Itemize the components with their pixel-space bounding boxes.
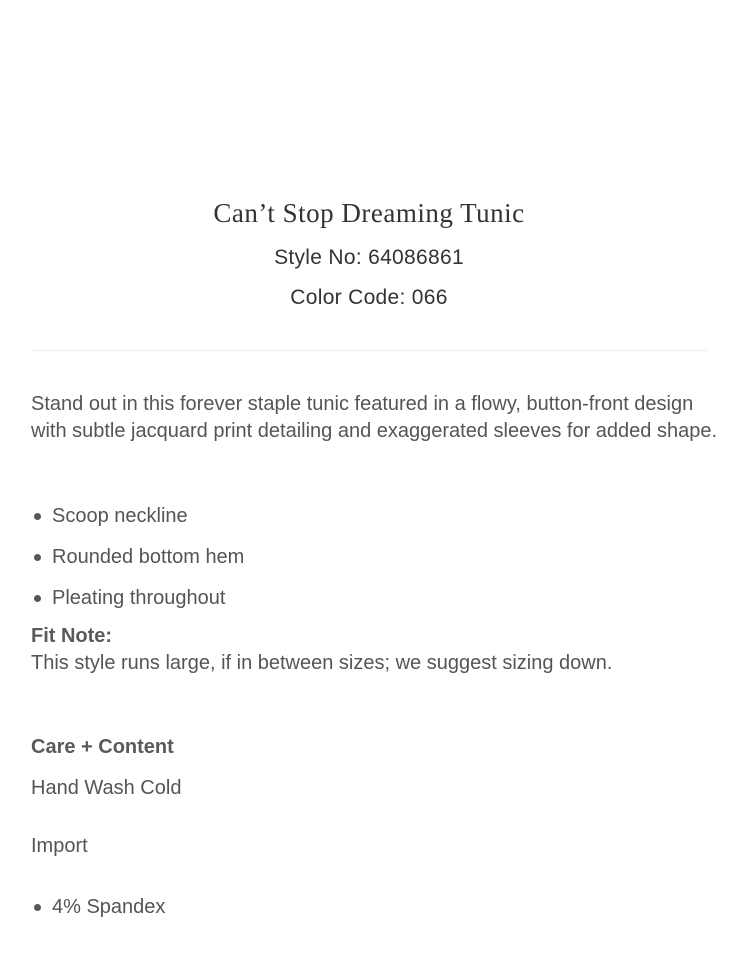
fit-note-label: Fit Note: — [31, 625, 113, 647]
bullet-icon — [34, 595, 41, 602]
feature-list — [31, 502, 244, 625]
bullet-icon — [34, 554, 41, 561]
care-instruction: Hand Wash Cold — [31, 777, 182, 799]
style-number: Style No: 64086861 — [274, 246, 464, 269]
list-item — [31, 543, 244, 584]
bullet-icon — [34, 513, 41, 520]
feature-label: Scoop neckline — [52, 505, 188, 527]
origin-info: Import — [31, 835, 88, 857]
bullet-icon — [34, 904, 41, 911]
list-item — [31, 584, 244, 625]
fit-note-text: This style runs large, if in between sizes; we suggest sizing down. — [31, 652, 613, 674]
list-item — [31, 893, 165, 934]
feature-label: Pleating throughout — [52, 587, 226, 609]
care-content-heading: Care + Content — [31, 736, 174, 758]
composition-list — [31, 893, 165, 934]
color-code: Color Code: 066 — [290, 286, 448, 309]
section-divider — [31, 350, 707, 351]
composition-label: 4% Spandex — [52, 896, 166, 918]
list-item — [31, 502, 244, 543]
product-description: Stand out in this forever staple tunic featured in a flowy, button-front design with subtle jacquard print detailing and exaggerated sleeves for added shape. — [31, 393, 718, 442]
feature-label: Rounded bottom hem — [52, 546, 245, 568]
product-title: Can’t Stop Dreaming Tunic — [213, 198, 525, 228]
